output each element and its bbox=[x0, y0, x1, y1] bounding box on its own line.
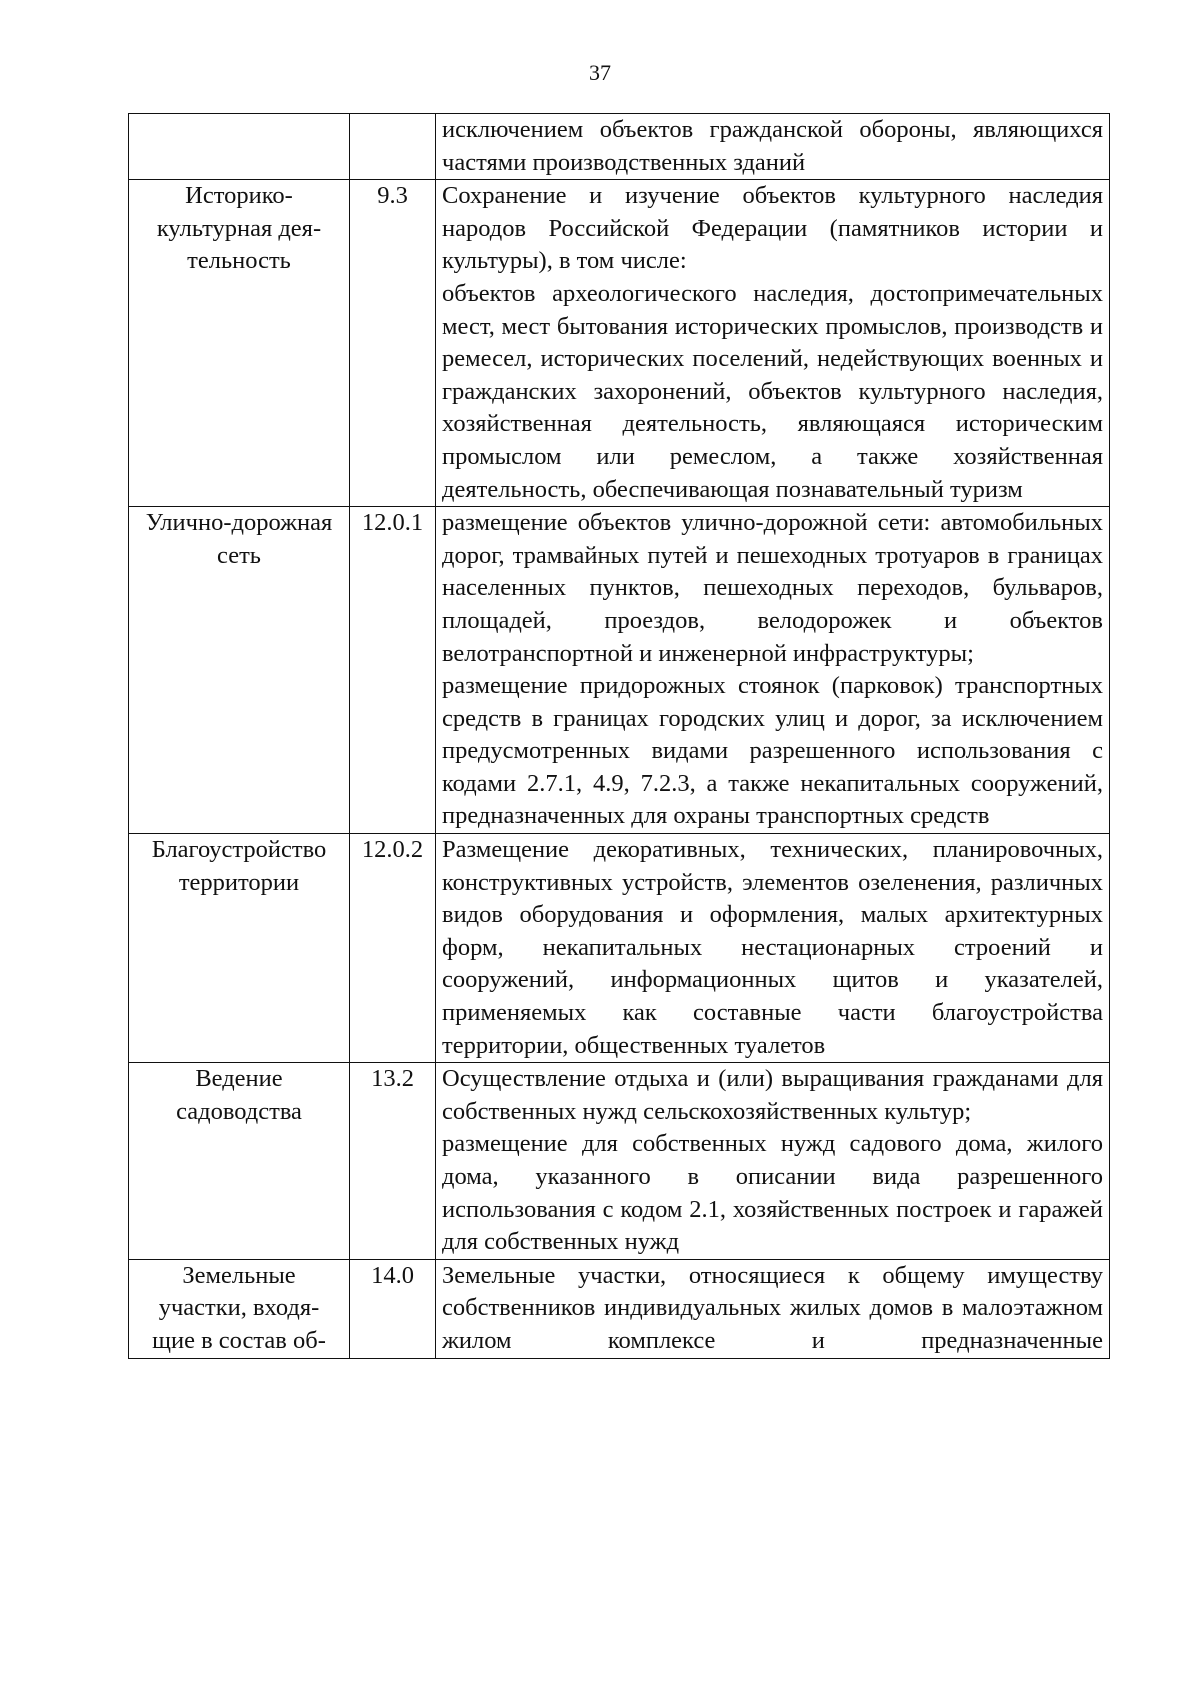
description-paragraph: размещение придорожных стоянок (парковок) транспортных средств в границах городских улиц и дорог, за исключением предусмотренных видами разрешенного использования с кодами 2.7.1, 4.9, 7.2.3, а также некапитальных сооружений, предназначенных для охраны транспортных средств bbox=[442, 672, 1103, 830]
description-paragraph: Размещение декоративных, технических, планировочных, конструктивных устройств, элементов озеленения, различных видов оборудования и оформления, малых архитектурных форм, некапитальных нестационарных строений и сооружений, информационных щитов и указателей, применяемых как составные части благоустройства территории, общественных туалетов bbox=[442, 836, 1103, 1059]
use-name: Благоустройство территории bbox=[129, 834, 350, 1063]
use-name: Историко- культурная дея- тельность bbox=[129, 180, 350, 507]
table-row bbox=[129, 114, 1110, 180]
use-description bbox=[436, 1063, 1110, 1260]
use-name: Земельные участки, входя- щие в состав об- bbox=[129, 1259, 350, 1358]
page-number: 37 bbox=[589, 60, 611, 85]
use-description bbox=[436, 114, 1110, 180]
table-row bbox=[129, 507, 1110, 834]
description-paragraph: размещение для собственных нужд садового дома, жилого дома, указанного в описании вида разрешенного использования с кодом 2.1, хозяйственных построек и гаражей для собственных нужд bbox=[442, 1130, 1103, 1256]
use-description bbox=[436, 1259, 1110, 1358]
description-paragraph: размещение объектов улично-дорожной сети: автомобильных дорог, трамвайных путей и пешеходных тротуаров в границах населенных пунктов, пешеходных переходов, бульваров, площадей, проездов, велодорожек и объектов велотранспортной и инженерной инфраструктуры; bbox=[442, 509, 1103, 667]
use-name: Улично-дорожная сеть bbox=[129, 507, 350, 834]
use-code: 12.0.2 bbox=[350, 834, 436, 1063]
use-description bbox=[436, 180, 1110, 507]
description-paragraph: Сохранение и изучение объектов культурного наследия народов Российской Федерации (памятников истории и культуры), в том числе: bbox=[442, 182, 1103, 275]
table-row bbox=[129, 180, 1110, 507]
use-description bbox=[436, 507, 1110, 834]
description-paragraph: исключением объектов гражданской обороны, являющихся частями производственных зданий bbox=[442, 116, 1103, 176]
land-use-table bbox=[128, 113, 1110, 1359]
table-row bbox=[129, 1063, 1110, 1260]
use-name: Ведение садоводства bbox=[129, 1063, 350, 1260]
description-paragraph: Земельные участки, относящиеся к общему имуществу собственников индивидуальных жилых домов в малоэтажном жилом комплексе и предназначенные bbox=[442, 1261, 1103, 1354]
use-code: 9.3 bbox=[350, 180, 436, 507]
use-code: 12.0.1 bbox=[350, 507, 436, 834]
use-code: 13.2 bbox=[350, 1063, 436, 1260]
description-paragraph: объектов археологического наследия, достопримечательных мест, мест бытования исторических промыслов, производств и ремесел, исторических поселений, недействующих военных и гражданских захоронений, объектов культурного наследия, хозяйственная деятельность, являющаяся историческим промыслом или ремеслом, а также хозяйственная деятельность, обеспечивающая познавательный туризм bbox=[442, 279, 1103, 503]
use-name bbox=[129, 114, 350, 180]
description-paragraph: Осуществление отдыха и (или) выращивания гражданами для собственных нужд сельскохозяйственных культур; bbox=[442, 1065, 1103, 1125]
use-code: 14.0 bbox=[350, 1259, 436, 1358]
table-row bbox=[129, 1259, 1110, 1358]
use-description bbox=[436, 834, 1110, 1063]
use-code bbox=[350, 114, 436, 180]
table-row bbox=[129, 834, 1110, 1063]
